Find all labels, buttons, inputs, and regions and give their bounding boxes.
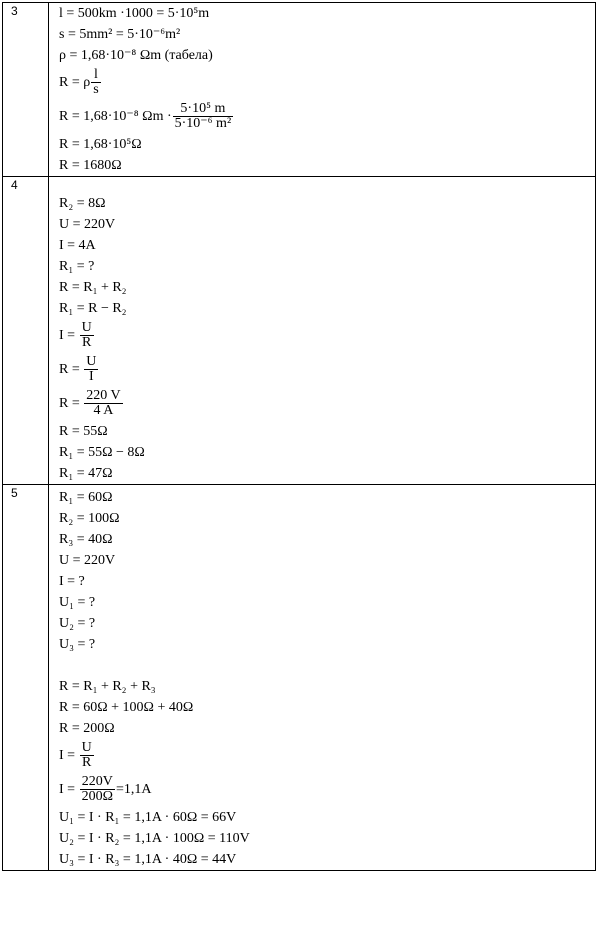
formula-line: U₁ = ?: [59, 595, 96, 610]
denominator: 4 A: [93, 403, 114, 419]
fraction-line: [59, 319, 595, 353]
formula-line: R₁ = R − R₂: [59, 301, 127, 316]
fraction-line: [59, 100, 595, 134]
formula-line: R = 1680Ω: [59, 158, 122, 173]
fraction-line: [59, 387, 595, 421]
solution-cell: [49, 485, 596, 871]
numerator: 220V: [80, 775, 115, 790]
solution-cell: [49, 3, 596, 177]
problem-number: 5: [3, 485, 49, 871]
formula-line: R = 60Ω + 100Ω + 40Ω: [59, 700, 194, 715]
fraction-line: [59, 739, 595, 773]
formula-prefix: R =: [59, 362, 84, 377]
formula-line: U₂ = I · R₂ = 1,1A · 100Ω = 110V: [59, 831, 250, 846]
formula-line: R₁ = 60Ω: [59, 490, 113, 505]
formula-line: U = 220V: [59, 553, 116, 568]
table-row: [3, 3, 596, 177]
numerator: l: [91, 68, 100, 83]
fraction: [80, 775, 115, 804]
formula-line: ρ = 1,68·10⁻⁸ Ωm (табела): [59, 48, 213, 63]
formula-line: U = 220V: [59, 217, 116, 232]
formula-line: s = 5mm² = 5·10⁻⁶m²: [59, 27, 181, 42]
formula-prefix: I =: [59, 748, 79, 763]
blank-line: [59, 655, 595, 676]
formula-line: R = 200Ω: [59, 721, 115, 736]
formula-line: I = 4A: [59, 238, 96, 253]
numerator: U: [81, 320, 92, 336]
fraction: [80, 741, 94, 770]
fraction-line: [59, 773, 595, 807]
numerator: U: [81, 740, 92, 756]
numerator: 220 V: [86, 388, 121, 404]
formula-line: R = R₁ + R₂ + R₃: [59, 679, 156, 694]
solution-cell: [49, 177, 596, 485]
formula-line: U₃ = ?: [59, 637, 96, 652]
formula-prefix: R =: [59, 396, 84, 411]
formula-line: l = 500km ·1000 = 5·10⁵m: [59, 6, 210, 21]
formula-line: R = R₁ + R₂: [59, 280, 127, 295]
formula-line: R₂ = 100Ω: [59, 511, 120, 526]
denominator: 5·10⁻⁶ m²: [174, 116, 232, 132]
formula-line: U₃ = I · R₃ = 1,1A · 40Ω = 44V: [59, 852, 237, 867]
formula-line: R₁ = ?: [59, 259, 95, 274]
fraction-line: [59, 66, 595, 100]
formula-line: R = 1,68·10⁵Ω: [59, 137, 142, 152]
denominator: R: [81, 335, 92, 351]
formula-line: R₁ = 47Ω: [59, 466, 113, 481]
numerator: U: [86, 354, 97, 370]
formula-line: I = ?: [59, 574, 85, 589]
formula-line: U₁ = I · R₁ = 1,1A · 60Ω = 66V: [59, 810, 237, 825]
formula-prefix: R = 1,68·10⁻⁸ Ωm ·: [59, 109, 172, 124]
formula-suffix: =1,1A: [115, 782, 152, 797]
fraction-line: [59, 353, 595, 387]
fraction: [80, 321, 94, 350]
formula-line: U₂ = ?: [59, 616, 96, 631]
fraction: [84, 355, 98, 384]
formula-prefix: I =: [59, 328, 79, 343]
denominator: I: [88, 369, 94, 385]
problem-number: 4: [3, 177, 49, 485]
denominator: s: [93, 82, 99, 98]
numerator: 5·10⁵ m: [173, 102, 234, 117]
formula-line: R₃ = 40Ω: [59, 532, 113, 547]
denominator: 200Ω: [81, 789, 113, 805]
fraction: [91, 68, 100, 97]
problem-number: 3: [3, 3, 49, 177]
formula-prefix: I =: [59, 782, 79, 797]
formula-line: R₁ = 55Ω − 8Ω: [59, 445, 145, 460]
fraction: [173, 102, 234, 131]
table-row: [3, 177, 596, 485]
table-row: [3, 485, 596, 871]
formula-line: R = 55Ω: [59, 424, 108, 439]
fraction: [84, 389, 122, 418]
solutions-table: [2, 2, 596, 871]
formula-prefix: R = ρ: [59, 75, 91, 90]
formula-line: R₂ = 8Ω: [59, 196, 106, 211]
denominator: R: [81, 755, 92, 771]
